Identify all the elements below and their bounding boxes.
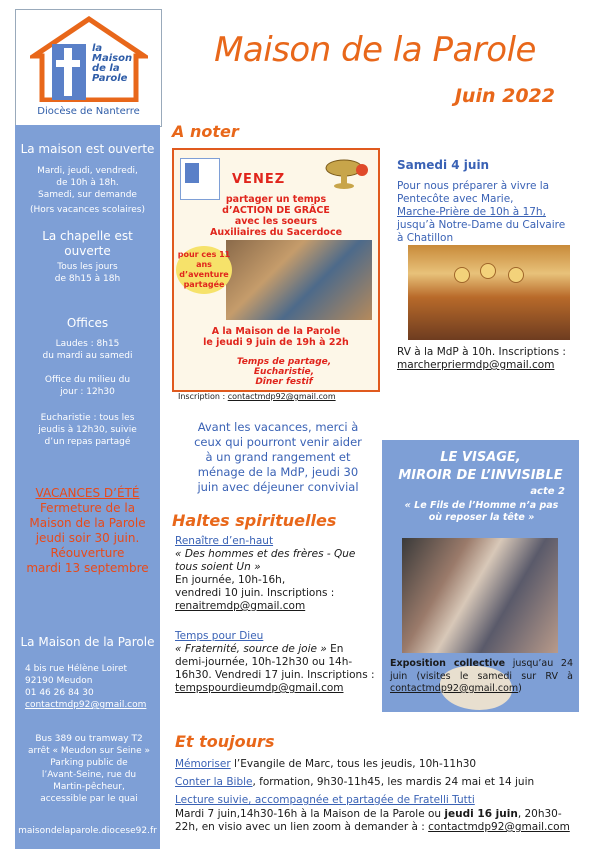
avant-5: juin avec déjeuner convivial	[197, 480, 359, 494]
logo-text-2: Maison	[92, 53, 133, 64]
toujours-row-2	[175, 776, 575, 789]
expo-text: jusqu’au 24 juin (visites le samedi sur RV à	[390, 658, 574, 682]
temps-pour-dieu-link[interactable]: Temps pour Dieu	[175, 630, 264, 642]
poster-inscription	[178, 392, 336, 401]
samedi-text	[397, 180, 582, 245]
samedi-text-3: jusqu’à Notre-Dame du Calvaire	[397, 219, 566, 231]
bubble-2: d’aventure	[179, 270, 229, 279]
samedi-title: Samedi 4 juin	[397, 158, 490, 172]
halte2-quote: « Fraternité, source de joie »	[175, 643, 327, 655]
poster-bubble	[176, 246, 232, 294]
month-label: Juin 2022	[454, 85, 555, 107]
halte1-text-2: vendredi 10 juin. Inscriptions :	[175, 587, 335, 599]
halte1-text-1: En journée, 10h-16h,	[175, 574, 286, 586]
chapel-title-2: ouverte	[64, 244, 111, 258]
avant-2: ceux qui pourront venir aider	[194, 435, 362, 449]
page-title: Maison de la Parole	[214, 30, 536, 70]
chapel-title-1: La chapelle est	[42, 229, 133, 243]
office-midi-1: Office du milieu du	[44, 375, 131, 385]
open-title: La maison est ouverte	[20, 142, 155, 156]
eucharistie-1: Eucharistie : tous les	[40, 413, 135, 423]
address-3: 01 46 26 84 30	[25, 688, 94, 698]
open-hours-3: Samedi, sur demande	[38, 190, 137, 200]
poster-line3-3: Dîner festif	[255, 377, 313, 387]
row4-bold: jeudi 16 juin	[444, 808, 518, 820]
visage-quote-2: où reposer la tête »	[428, 512, 535, 523]
poster-venez: VENEZ	[232, 172, 286, 187]
access-1: Bus 389 ou tramway T2	[35, 734, 143, 744]
vacances-text-4: Réouverture	[50, 546, 125, 560]
access-4: l’Avant-Seine, rue du	[41, 770, 137, 780]
renaitre-link[interactable]: Renaître d’en-haut	[175, 535, 274, 547]
logo-text-4: Parole	[92, 73, 128, 84]
chapel-hours-1: Tous les jours	[57, 262, 118, 272]
vacances-text-2: Maison de la Parole	[29, 516, 146, 530]
poster-line3-2: Eucharistie,	[253, 367, 315, 377]
avant-vacances-text	[178, 420, 378, 495]
row4-b: , 20h30-22h, en visio avec un lien zoom à demander à :	[175, 808, 562, 833]
offices-title: Offices	[66, 316, 109, 330]
exposition-photo	[402, 538, 558, 653]
sidebar-email-link[interactable]: contactmdp92@gmail.com	[25, 700, 147, 710]
toujours-row-3	[175, 794, 575, 807]
pentecost-painting	[408, 245, 570, 340]
address-2: 92190 Meudon	[25, 676, 93, 686]
bubble-3: partagée	[183, 280, 225, 289]
access-5: Martin-pêcheur,	[53, 782, 125, 792]
memoriser-link[interactable]: Mémoriser	[175, 758, 231, 770]
sidebar	[15, 125, 160, 849]
halte-item-1	[175, 535, 375, 613]
row2-text: , formation, 9h30-11h45, les mardis 24 mai et 14 juin	[252, 776, 535, 788]
access-3: Parking public de	[50, 758, 128, 768]
conter-bible-link[interactable]: Conter la Bible	[175, 776, 253, 788]
chapel-hours-2: de 8h15 à 18h	[54, 274, 121, 284]
laudes-2: du mardi au samedi	[42, 351, 133, 361]
poster-line1-3: avec les soeurs	[234, 216, 318, 227]
poster-line1-2: d’ACTION DE GRÂCE	[222, 205, 330, 216]
vacances-title: VACANCES D’ÉTÉ	[35, 486, 140, 500]
poster-line3-1: Temps de partage,	[236, 357, 332, 367]
toujours-row-1	[175, 758, 575, 771]
poster-line1-1: partager un temps	[225, 194, 327, 205]
visage-acte: acte 2	[530, 486, 565, 497]
halte-item-2	[175, 630, 375, 695]
avant-4: ménage de la MdP, jeudi 30	[197, 465, 359, 479]
poster-line2-2: le jeudi 9 juin de 19h à 22h	[203, 337, 349, 348]
group-photo	[226, 240, 372, 320]
logo-text-3: de la	[92, 63, 120, 74]
halte2-email-link[interactable]: tempspourdieumdp@gmail.com	[175, 682, 344, 694]
vacances-text-1: Fermeture de la	[39, 501, 136, 515]
marche-priere-link[interactable]: Marche-Prière de 10h à 17h,	[397, 206, 546, 218]
visage-title-1: LE VISAGE,	[440, 450, 521, 465]
logo	[15, 9, 162, 127]
fratelli-tutti-link[interactable]: Lecture suivie, accompagnée et partagée de Fratelli Tutti	[175, 794, 475, 806]
eucharistie-2: jeudis à 12h30, suivie	[38, 425, 137, 435]
visage-quote-1: « Le Fils de l’Homme n’a pas	[404, 500, 559, 511]
chalice-icon	[314, 156, 372, 190]
diocese-label: Diocèse de Nanterre	[37, 106, 140, 117]
exposition-text	[390, 658, 573, 696]
visage-box	[382, 440, 579, 712]
toujours-row-4	[175, 808, 575, 834]
avant-1: Avant les vacances, merci à	[197, 420, 359, 434]
poster-line1-4: Auxiliaires du Sacerdoce	[209, 227, 343, 238]
bubble-1: pour ces 11 ans	[177, 250, 231, 269]
open-hours-4: (Hors vacances scolaires)	[30, 205, 145, 215]
samedi-text-2: Pentecôte avec Marie,	[397, 193, 514, 205]
vacances-text-5: mardi 13 septembre	[26, 561, 149, 575]
vacances-text-3: jeudi soir 30 juin.	[35, 531, 140, 545]
access-6: accessible par le quai	[40, 794, 138, 804]
inscription-label: Inscription :	[178, 392, 228, 401]
halte2-text: En demi-journée, 10h-12h30 ou 14h-16h30. Vendredi 17 juin. Inscriptions :	[175, 643, 375, 681]
row1-text: l’Evangile de Marc, tous les jeudis, 10h-11h30	[230, 758, 477, 770]
contact-title: La Maison de la Parole	[20, 635, 155, 649]
halte1-quote: « Des hommes et des frères - Que tous soient Un »	[175, 548, 356, 573]
expo-end: )	[518, 683, 522, 694]
poster-line2-1: A la Maison de la Parole	[211, 326, 341, 337]
halte1-email-link[interactable]: renaitremdp@gmail.com	[175, 600, 306, 612]
laudes-1: Laudes : 8h15	[55, 339, 120, 349]
open-hours-2: de 10h à 18h.	[56, 178, 119, 188]
expo-email-link[interactable]: contactmdp92@gmail.com	[390, 683, 519, 694]
expo-bold: Exposition collective	[390, 658, 506, 669]
haltes-heading: Haltes spirituelles	[172, 511, 337, 530]
logo-text-1: la	[92, 43, 103, 54]
row4-email-link[interactable]: contactmdp92@gmail.com	[428, 821, 570, 833]
website-link[interactable]: maisondelaparole.diocese92.fr	[18, 826, 157, 836]
toujours-heading: Et toujours	[175, 732, 275, 751]
eucharistie-3: d’un repas partagé	[44, 437, 131, 447]
rv-text	[397, 346, 587, 372]
rv-label: RV à la MdP à 10h. Inscriptions :	[397, 346, 566, 358]
a-noter-heading: A noter	[172, 122, 239, 141]
access-2: arrêt « Meudon sur Seine »	[28, 746, 150, 756]
samedi-text-1: Pour nous préparer à vivre la	[397, 180, 550, 192]
open-hours-1: Mardi, jeudi, vendredi,	[37, 166, 138, 176]
event-poster	[172, 148, 380, 392]
avant-3: à un grand rangement et	[205, 450, 351, 464]
visage-title-2: MIROIR DE L’INVISIBLE	[398, 468, 563, 483]
address-1: 4 bis rue Hélène Loiret	[25, 664, 128, 674]
row4-a: Mardi 7 juin,14h30-16h à la Maison de la Parole ou	[175, 808, 445, 820]
samedi-text-4: à Chatillon	[397, 232, 454, 244]
rv-email-link[interactable]: marcherpriermdp@gmail.com	[397, 359, 555, 371]
office-midi-2: jour : 12h30	[60, 387, 115, 397]
inscription-email-link[interactable]: contactmdp92@gmail.com	[227, 392, 336, 401]
